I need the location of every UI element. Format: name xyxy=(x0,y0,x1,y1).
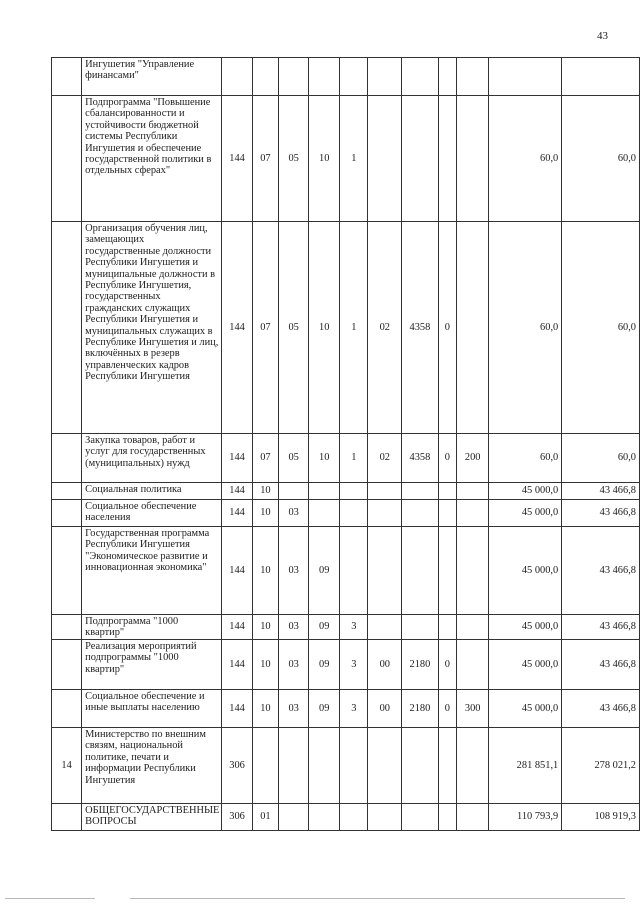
table-row xyxy=(52,640,640,690)
row-index xyxy=(52,640,82,690)
expense-type-code xyxy=(457,483,489,500)
expense-type-code xyxy=(457,640,489,690)
planned-amount: 45 000,0 xyxy=(489,615,562,640)
program-code: 09 xyxy=(309,690,340,728)
subsection-code xyxy=(279,804,309,831)
subprogram-code xyxy=(340,58,368,96)
subprogram-code xyxy=(340,483,368,500)
executed-amount: 60,0 xyxy=(562,222,640,434)
executed-amount: 60,0 xyxy=(562,96,640,222)
program-code xyxy=(309,58,340,96)
subprogram-code xyxy=(340,728,368,804)
subprogram-code: 3 xyxy=(340,690,368,728)
direction-code: 2180 xyxy=(402,640,438,690)
expense-type-code xyxy=(457,728,489,804)
scan-edge-line xyxy=(130,898,625,899)
direction-code xyxy=(402,804,438,831)
row-name: Подпрограмма "1000 квартир" xyxy=(82,615,222,640)
subprogram-code: 3 xyxy=(340,640,368,690)
row-name: Социальное обеспечение и иные выплаты населению xyxy=(82,690,222,728)
row-name: Ингушетия "Управление финансами" xyxy=(82,58,222,96)
extra-code xyxy=(438,527,456,615)
program-code: 09 xyxy=(309,527,340,615)
table-row xyxy=(52,690,640,728)
direction-code: 4358 xyxy=(402,434,438,483)
expense-type-code xyxy=(457,222,489,434)
row-name: Организация обучения лиц, замещающих государственные должности Республики Ингушетия и муниципальные должности в Республике Ингушетия, государственных гражданских служащих Республики Ингушетия и муниципальных служащих в Республике Ингушетия и лиц, включённых в резерв управленческих кадров Республики Ингушетия xyxy=(82,222,222,434)
executed-amount: 43 466,8 xyxy=(562,615,640,640)
direction-code xyxy=(402,615,438,640)
planned-amount: 60,0 xyxy=(489,434,562,483)
expense-type-code xyxy=(457,804,489,831)
row-name: Закупка товаров, работ и услуг для государственных (муниципальных) нужд xyxy=(82,434,222,483)
row-name: Государственная программа Республики Ингушетия "Экономическое развитие и инновационная экономика" xyxy=(82,527,222,615)
measure-code xyxy=(368,500,402,527)
expense-type-code: 300 xyxy=(457,690,489,728)
planned-amount: 45 000,0 xyxy=(489,527,562,615)
row-index xyxy=(52,500,82,527)
expense-type-code xyxy=(457,58,489,96)
ministry-code: 144 xyxy=(222,483,252,500)
row-name: Реализация мероприятий подпрограммы "1000 квартир" xyxy=(82,640,222,690)
subsection-code xyxy=(279,728,309,804)
direction-code xyxy=(402,527,438,615)
row-index xyxy=(52,434,82,483)
executed-amount xyxy=(562,58,640,96)
ministry-code: 144 xyxy=(222,500,252,527)
subprogram-code xyxy=(340,500,368,527)
planned-amount: 45 000,0 xyxy=(489,483,562,500)
measure-code: 00 xyxy=(368,690,402,728)
budget-table xyxy=(51,57,640,831)
expense-type-code xyxy=(457,500,489,527)
program-code xyxy=(309,483,340,500)
extra-code: 0 xyxy=(438,434,456,483)
ministry-code: 144 xyxy=(222,640,252,690)
extra-code: 0 xyxy=(438,640,456,690)
subsection-code: 05 xyxy=(279,434,309,483)
extra-code xyxy=(438,615,456,640)
extra-code: 0 xyxy=(438,222,456,434)
direction-code xyxy=(402,483,438,500)
table-row xyxy=(52,728,640,804)
planned-amount: 281 851,1 xyxy=(489,728,562,804)
planned-amount: 60,0 xyxy=(489,96,562,222)
measure-code: 00 xyxy=(368,640,402,690)
ministry-code: 144 xyxy=(222,434,252,483)
ministry-code: 144 xyxy=(222,527,252,615)
table-row xyxy=(52,58,640,96)
direction-code: 4358 xyxy=(402,222,438,434)
row-name: Социальная политика xyxy=(82,483,222,500)
table-row xyxy=(52,804,640,831)
subsection-code: 05 xyxy=(279,222,309,434)
extra-code xyxy=(438,804,456,831)
extra-code xyxy=(438,483,456,500)
measure-code: 02 xyxy=(368,222,402,434)
page-number: 43 xyxy=(597,30,608,42)
row-name: ОБЩЕГОСУДАРСТВЕННЫЕ ВОПРОСЫ xyxy=(82,804,222,831)
section-code: 01 xyxy=(252,804,278,831)
row-index xyxy=(52,96,82,222)
subprogram-code: 1 xyxy=(340,222,368,434)
subsection-code: 03 xyxy=(279,640,309,690)
ministry-code: 306 xyxy=(222,728,252,804)
program-code: 10 xyxy=(309,222,340,434)
section-code xyxy=(252,58,278,96)
measure-code xyxy=(368,58,402,96)
row-index xyxy=(52,58,82,96)
subprogram-code: 1 xyxy=(340,96,368,222)
section-code: 10 xyxy=(252,527,278,615)
measure-code xyxy=(368,483,402,500)
subsection-code: 03 xyxy=(279,615,309,640)
section-code: 07 xyxy=(252,222,278,434)
section-code: 10 xyxy=(252,640,278,690)
table-row xyxy=(52,483,640,500)
extra-code xyxy=(438,500,456,527)
section-code: 10 xyxy=(252,500,278,527)
ministry-code: 144 xyxy=(222,690,252,728)
subprogram-code xyxy=(340,527,368,615)
subsection-code: 05 xyxy=(279,96,309,222)
row-index xyxy=(52,483,82,500)
table-row xyxy=(52,500,640,527)
subsection-code: 03 xyxy=(279,690,309,728)
direction-code: 2180 xyxy=(402,690,438,728)
direction-code xyxy=(402,728,438,804)
direction-code xyxy=(402,58,438,96)
extra-code: 0 xyxy=(438,690,456,728)
measure-code xyxy=(368,728,402,804)
measure-code: 02 xyxy=(368,434,402,483)
subsection-code: 03 xyxy=(279,527,309,615)
program-code xyxy=(309,804,340,831)
expense-type-code: 200 xyxy=(457,434,489,483)
program-code: 10 xyxy=(309,96,340,222)
executed-amount: 278 021,2 xyxy=(562,728,640,804)
planned-amount: 110 793,9 xyxy=(489,804,562,831)
ministry-code: 306 xyxy=(222,804,252,831)
expense-type-code xyxy=(457,527,489,615)
section-code: 10 xyxy=(252,483,278,500)
table-row xyxy=(52,615,640,640)
row-name: Социальное обеспечение населения xyxy=(82,500,222,527)
subsection-code: 03 xyxy=(279,500,309,527)
measure-code xyxy=(368,804,402,831)
row-index xyxy=(52,222,82,434)
direction-code xyxy=(402,500,438,527)
section-code: 10 xyxy=(252,615,278,640)
executed-amount: 60,0 xyxy=(562,434,640,483)
ministry-code xyxy=(222,58,252,96)
table-row xyxy=(52,96,640,222)
table-row xyxy=(52,222,640,434)
subsection-code xyxy=(279,58,309,96)
executed-amount: 108 919,3 xyxy=(562,804,640,831)
ministry-code: 144 xyxy=(222,615,252,640)
section-code: 07 xyxy=(252,96,278,222)
program-code: 10 xyxy=(309,434,340,483)
executed-amount: 43 466,8 xyxy=(562,527,640,615)
planned-amount: 45 000,0 xyxy=(489,640,562,690)
row-name: Подпрограмма "Повышение сбалансированности и устойчивости бюджетной системы Республики Ингушетия и обеспечение государственной политики в отдельных сферах" xyxy=(82,96,222,222)
planned-amount: 45 000,0 xyxy=(489,690,562,728)
expense-type-code xyxy=(457,615,489,640)
ministry-code: 144 xyxy=(222,96,252,222)
ministry-code: 144 xyxy=(222,222,252,434)
direction-code xyxy=(402,96,438,222)
planned-amount: 45 000,0 xyxy=(489,500,562,527)
subprogram-code xyxy=(340,804,368,831)
scan-edge-line xyxy=(5,898,95,899)
row-index: 14 xyxy=(52,728,82,804)
subsection-code xyxy=(279,483,309,500)
executed-amount: 43 466,8 xyxy=(562,500,640,527)
subprogram-code: 1 xyxy=(340,434,368,483)
subprogram-code: 3 xyxy=(340,615,368,640)
measure-code xyxy=(368,96,402,222)
row-index xyxy=(52,527,82,615)
section-code xyxy=(252,728,278,804)
extra-code xyxy=(438,96,456,222)
row-index xyxy=(52,690,82,728)
planned-amount: 60,0 xyxy=(489,222,562,434)
section-code: 10 xyxy=(252,690,278,728)
extra-code xyxy=(438,58,456,96)
row-name: Министерство по внешним связям, национальной политике, печати и информации Республики Ингушетия xyxy=(82,728,222,804)
measure-code xyxy=(368,615,402,640)
executed-amount: 43 466,8 xyxy=(562,483,640,500)
measure-code xyxy=(368,527,402,615)
extra-code xyxy=(438,728,456,804)
program-code: 09 xyxy=(309,640,340,690)
table-row xyxy=(52,434,640,483)
row-index xyxy=(52,804,82,831)
row-index xyxy=(52,615,82,640)
planned-amount xyxy=(489,58,562,96)
section-code: 07 xyxy=(252,434,278,483)
program-code: 09 xyxy=(309,615,340,640)
program-code xyxy=(309,728,340,804)
expense-type-code xyxy=(457,96,489,222)
table-row xyxy=(52,527,640,615)
executed-amount: 43 466,8 xyxy=(562,690,640,728)
executed-amount: 43 466,8 xyxy=(562,640,640,690)
program-code xyxy=(309,500,340,527)
